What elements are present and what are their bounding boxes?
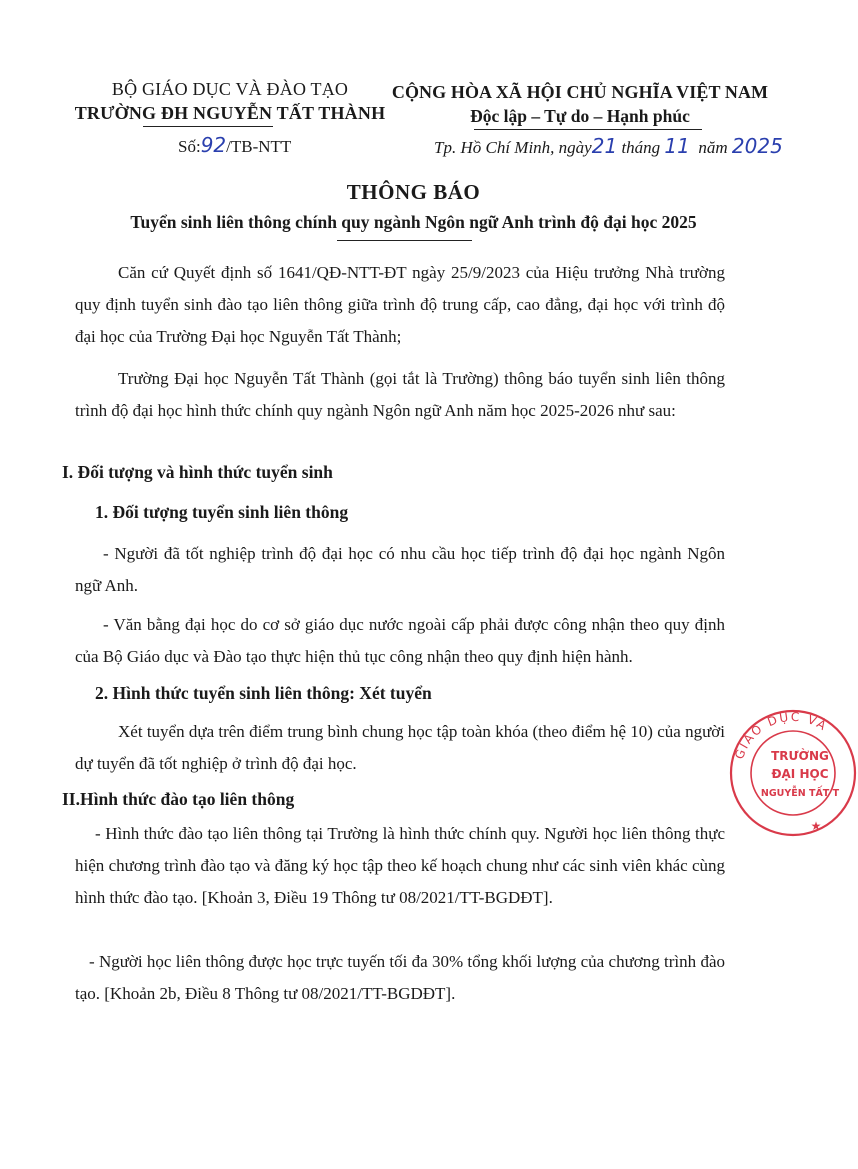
paragraph-text: Căn cứ Quyết định số 1641/QĐ-NTT-ĐT ngày 25/9/2023 của Hiệu trưởng Nhà trường quy định tuyển sinh đào tạo liên thông giữa trình độ trung cấp, cao đẳng, đại học với trình độ đại học của Trường Đại học Nguyễn Tất Thành; [75,263,725,346]
stamp-line-1: TRƯỜNG [771,749,829,763]
title-underline [337,240,472,241]
section-heading-2 [62,783,712,815]
school-name: TRƯỜNG ĐH NGUYỄN TẤT THÀNH [74,103,386,123]
paragraph-selection [75,716,725,780]
date-day-handwritten: 21 [591,134,618,158]
stamp-star-icon: ★ [810,819,822,833]
stamp-line-3: NGUYỄN TẤT T [760,788,840,799]
date-year-handwritten: 2025 [731,134,783,158]
paragraph-text: Xét tuyển dựa trên điểm trung bình chung học tập toàn khóa (theo điểm hệ 10) của người dự tuyển đã tốt nghiệp ở trình độ đại học. [75,722,725,773]
bullet-text: - Người học liên thông được học trực tuyến tối đa 30% tổng khối lượng của chương trình đào tạo. [Khoản 2b, Điều 8 Thông tư 08/2021/TT-BGDĐT]. [75,952,725,1003]
bullet-text: - Văn bằng đại học do cơ sở giáo dục nước ngoài cấp phải được công nhận theo quy định của Bộ Giáo dục và Đào tạo thực hiện thủ tục công nhận theo quy định hiện hành. [75,615,725,666]
paragraph-announcement [75,363,725,427]
subsection-heading-1-2 [75,677,725,709]
date-year-label: năm [698,138,728,157]
bullet-text: - Hình thức đào tạo liên thông tại Trường là hình thức chính quy. Người học liên thông thực hiện chương trình đào tạo và đăng ký học tập theo kế hoạch chung như các sinh viên khác cùng hình thức đào tạo. [Khoản 3, Điều 19 Thông tư 08/2021/TT-BGDĐT]. [75,824,725,907]
date-month-handwritten: 11 [664,134,690,158]
paragraph-legal-basis [75,257,725,353]
document-subtitle: Tuyển sinh liên thông chính quy ngành Ngôn ngữ Anh trình độ đại học 2025 [130,212,697,232]
national-motto: Độc lập – Tự do – Hạnh phúc [470,106,690,126]
bullet-text: - Người đã tốt nghiệp trình độ đại học có nhu cầu học tiếp trình độ đại học ngành Ngôn ngữ Anh. [75,544,725,595]
header-left-underline [143,126,273,127]
bullet-foreign-degree [75,609,725,673]
heading-text: II.Hình thức đào tạo liên thông [62,789,295,809]
document-title: THÔNG BÁO [346,180,481,204]
stamp-line-2: ĐẠI HỌC [771,767,829,781]
ref-number-handwritten: 92 [200,133,227,157]
ref-prefix: Số: [178,137,201,156]
subsection-heading-1-1 [75,496,725,528]
motto-underline [474,129,702,130]
header-left [60,77,400,125]
header-right [380,80,780,128]
heading-text: 2. Hình thức tuyển sinh liên thông: Xét tuyển [95,683,432,703]
ref-suffix: /TB-NTT [226,137,292,156]
bullet-graduates [75,538,725,602]
section-heading-1 [62,456,712,488]
bullet-training-form [75,818,725,914]
ministry-name: BỘ GIÁO DỤC VÀ ĐÀO TẠO [111,79,349,99]
bullet-online-learning [75,946,725,1010]
republic-name: CỘNG HÒA XÃ HỘI CHỦ NGHĨA VIỆT NAM [391,82,769,102]
heading-text: 1. Đối tượng tuyển sinh liên thông [95,502,349,522]
official-stamp [728,708,858,838]
heading-text: I. Đối tượng và hình thức tuyển sinh [62,462,333,482]
stamp-ring-text: GIÁO DỤC VÀ [732,709,831,762]
date-month-label: tháng [621,138,661,157]
date-line [434,134,783,158]
document-number [178,133,291,157]
date-place: Tp. Hồ Chí Minh, ngày [434,138,592,157]
paragraph-text: Trường Đại học Nguyễn Tất Thành (gọi tắt là Trường) thông báo tuyển sinh liên thông trình độ đại học hình thức chính quy ngành Ngôn ngữ Anh năm học 2025-2026 như sau: [75,369,725,420]
